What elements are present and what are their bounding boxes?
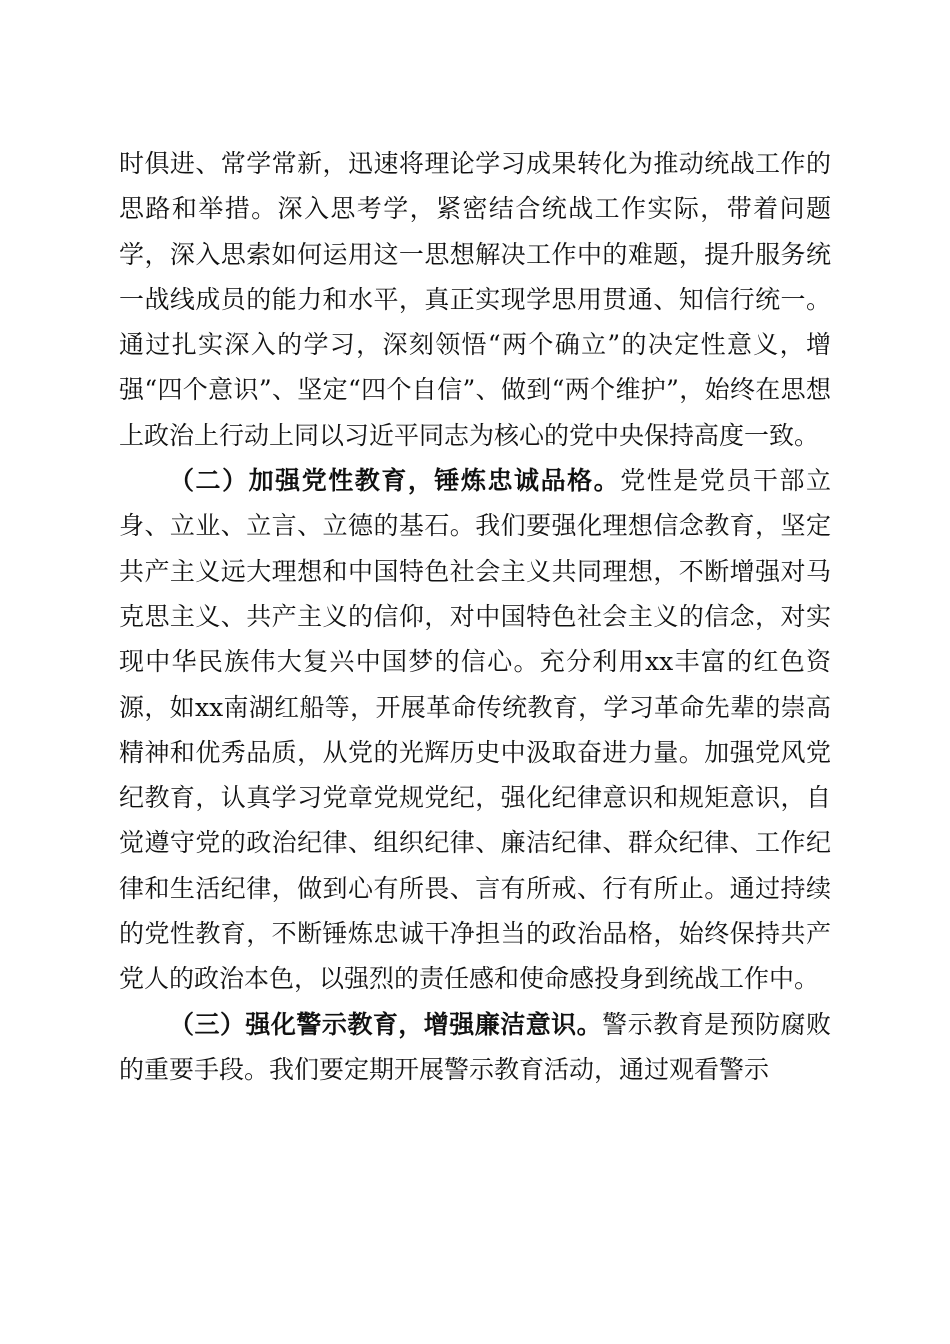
paragraph-heading: （三）强化警示教育，增强廉洁意识。: [169, 1009, 603, 1039]
paragraph-text: 党性是党员干部立身、立业、立言、立德的基石。我们要强化理想信念教育，坚定共产主义远大理想和中国特色社会主义共同理想，不断增强对马克思主义、共产主义的信仰，对中国特色社会主义的信念，对实现中华民族伟大复兴中国梦的信心。充分利用xx丰富的红色资源，如xx南湖红船等，开展革命传统教育，学习革命先辈的崇高精神和优秀品质，从党的光辉历史中汲取奋进力量。加强党风党纪教育，认真学习党章党规党纪，强化纪律意识和规矩意识，自觉遵守党的政治纪律、组织纪律、廉洁纪律、群众纪律、工作纪律和生活纪律，做到心有所畏、言有所戒、行有所止。通过持续的党性教育，不断锤炼忠诚干净担当的政治品格，始终保持共产党人的政治本色，以强烈的责任感和使命感投身到统战工作中。: [119, 466, 831, 994]
paragraph-text: 警示教育是预防腐败的重要手段。我们要定期开展警示教育活动，通过观看警示: [119, 1009, 831, 1084]
body-text: [119, 141, 831, 1092]
paragraph-party-spirit-education: [119, 458, 831, 1002]
paragraph-continuation: [119, 141, 831, 458]
paragraph-heading: （二）加强党性教育，锤炼忠诚品格。: [169, 466, 621, 496]
paragraph-text: 时俱进、常学常新，迅速将理论学习成果转化为推动统战工作的思路和举措。深入思考学，紧密结合统战工作实际，带着问题学，深入思索如何运用这一思想解决工作中的难题，提升服务统一战线成员的能力和水平，真正实现学思用贯通、知信行统一。通过扎实深入的学习，深刻领悟“两个确立”的决定性意义，增强“四个意识”、坚定“四个自信”、做到“两个维护”，始终在思想上政治上行动上同以习近平同志为核心的党中央保持高度一致。: [119, 149, 831, 450]
paragraph-warning-education: [119, 1002, 831, 1093]
